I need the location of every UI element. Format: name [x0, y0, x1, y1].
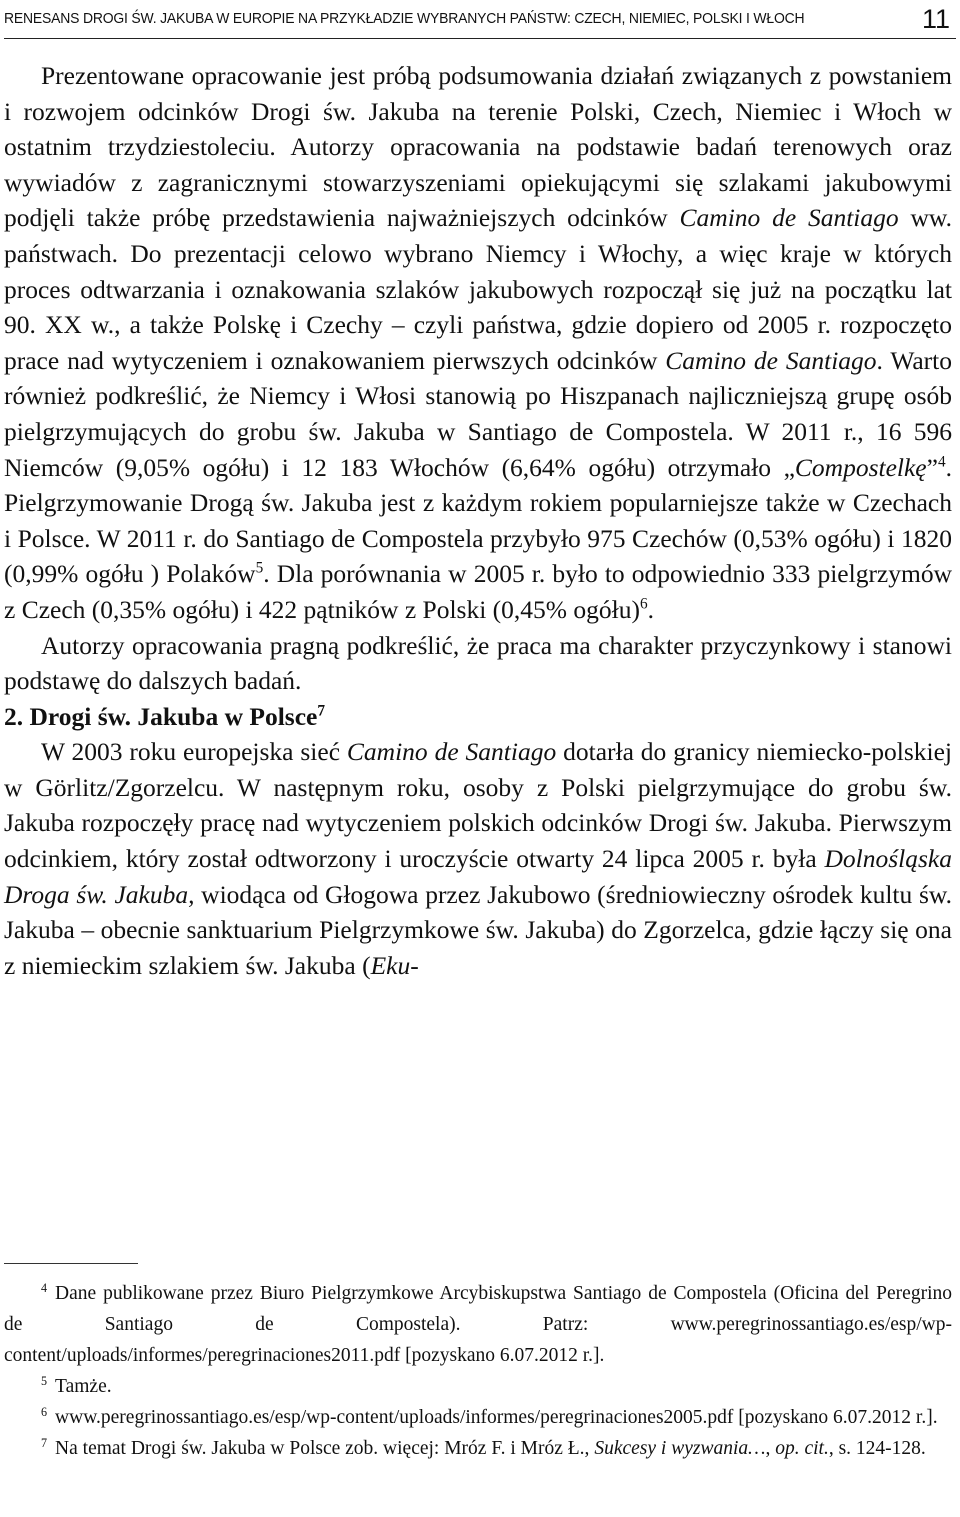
italic-run: Sukcesy i wyzwania…: [594, 1438, 766, 1459]
text-run: wiodąca od Głogowa przez Jakubowo (średniowieczny ośrodek kultu św. Jakuba – obecnie sanktuarium Pielgrzymkowe św. Jakuba) do Zgorzelca, gdzie łączy się ona z niemieckim szlakiem św. Jakuba (: [4, 879, 952, 980]
footnote-text: Na temat Drogi św. Jakuba w Polsce zob. więcej: Mróz F. i Mróz Ł.,: [55, 1438, 595, 1459]
footnote-text: www.peregrinossantiago.es/esp/wp-content/uploads/informes/peregrinaciones2005.pdf [pozyskano 6.07.2012 r.].: [55, 1407, 938, 1428]
footnote-5: [4, 1371, 952, 1402]
text-run: Prezentowane opracowanie jest próbą podsumowania działań związanych z powstaniem i rozwojem odcinków Drogi św. Jakuba na terenie Polski, Czech, Niemiec i Włoch w ostatnim trzydziestoleciu. Autorzy opracowania na podstawie badań terenowych oraz wywiadów z zagranicznymi stowarzyszeniami opiekującymi się szlakami jakubowymi podjęli także próbę przedstawienia najważniejszych odcinków: [4, 61, 952, 233]
running-header: [4, 4, 954, 34]
footnote-6: [4, 1402, 952, 1433]
footnote-text: Tamże.: [55, 1376, 112, 1397]
italic-run: Eku-: [370, 950, 419, 980]
italic-run: Dolnośląska Droga św. Jakuba,: [4, 844, 952, 909]
footnote-text: , s. 124-128.: [828, 1438, 926, 1459]
footnote-ref-7[interactable]: 7: [317, 702, 326, 720]
italic-run: op. cit.: [775, 1438, 829, 1459]
text-run: . Warto również podkreślić, że Niemcy i Włosi stanowią po Hiszpanach najliczniejszą grupę osób pielgrzymujących do grobu św. Jakuba w Santiago de Compostela. W 2011 r., 16 596 Niemców (9,05% ogółu) i 12 183 Włochów (6,64% ogółu) otrzymało „: [4, 345, 952, 482]
paragraph-authors-note: Autorzy opracowania pragną podkreślić, że praca ma charakter przyczynkowy i stanowi podstawę do dalszych badań.: [4, 630, 952, 696]
footnote-7: [4, 1433, 952, 1464]
italic-run: Camino de Santiago: [679, 203, 899, 233]
running-title: RENESANS DROGI ŚW. JAKUBA W EUROPIE NA PRZYKŁADZIE WYBRANYCH PAŃSTW: CZECH, NIEMIEC, POLSKI I WŁOCH: [4, 10, 805, 27]
footnote-text: ,: [765, 1438, 776, 1459]
footnote-rule: [4, 1263, 138, 1264]
paragraph-poland: [4, 734, 952, 983]
footnote-text: Dane publikowane przez Biuro Pielgrzymkowe Arcybiskupstwa Santiago de Compostela (Oficina del Peregrino de Santiago de Compostela). Patrz: www.peregrinossantiago.es/esp/wp-content/uploads/informes/peregrinaciones2011.pdf [pozyskano 6.07.2012 r.].: [4, 1283, 952, 1366]
footnote-4: [4, 1278, 952, 1371]
paragraph-intro: [4, 58, 952, 628]
page-number: 11: [921, 4, 950, 34]
italic-run: Camino de Santiago: [346, 737, 557, 767]
footnote-ref-5[interactable]: 5: [255, 559, 264, 577]
footnote-ref-4[interactable]: 4: [937, 453, 946, 471]
text-run: . Dla porównania w 2005 r. było to odpowiednio 333 pielgrzymów z Czech (0,35% ogółu) i 422 pątników z Polski (0,45% ogółu): [4, 559, 952, 624]
footnote-number: 4: [41, 1280, 48, 1295]
text-run: ww. państwach. Do prezentacji celowo wybrano Niemcy i Włochy, a więc kraje w których proces odtwarzania i oznakowania szlaków jakubowych rozpoczął się już na początku lat 90. XX w., a także Polskę i Czechy – czyli państwa, gdzie dopiero od 2005 r. rozpoczęto prace nad wytyczeniem i oznakowaniem pierwszych odcinków: [4, 203, 952, 375]
footnote-number: 7: [41, 1435, 48, 1450]
header-rule: [4, 38, 956, 39]
italic-run: Camino de Santiago: [665, 345, 877, 375]
text-run: dotarła do granicy niemiecko-polskiej w Görlitz/Zgorzelcu. W następnym roku, osoby z Polski pielgrzymujące do grobu św. Jakuba rozpoczęły pracę nad wytyczeniem polskich odcinków Drogi św. Jakuba. Pierwszym odcinkiem, który został odtworzony i uroczyście otwarty 24 lipca 2005 r. była: [4, 737, 952, 874]
footnote-number: 5: [41, 1373, 48, 1388]
footnote-ref-6[interactable]: 6: [639, 595, 648, 613]
text-run: ”: [926, 452, 938, 482]
text-run: .: [647, 594, 655, 624]
text-run: . Pielgrzymowanie Drogą św. Jakuba jest z każdym rokiem popularniejsze także w Czechach i Polsce. W 2011 r. do Santiago de Compostela przybyło 975 Czechów (0,53% ogółu) i 1820 (0,99% ogółu ) Polaków: [4, 452, 952, 589]
section-heading-text: 2. Drogi św. Jakuba w Polsce: [4, 701, 318, 731]
footnote-number: 6: [41, 1404, 48, 1419]
italic-run: Compostelkę: [794, 452, 927, 482]
text-run: W 2003 roku europejska sieć: [41, 737, 347, 767]
footnotes: [4, 1278, 952, 1464]
section-heading: [4, 699, 952, 735]
body-text: [4, 58, 952, 983]
